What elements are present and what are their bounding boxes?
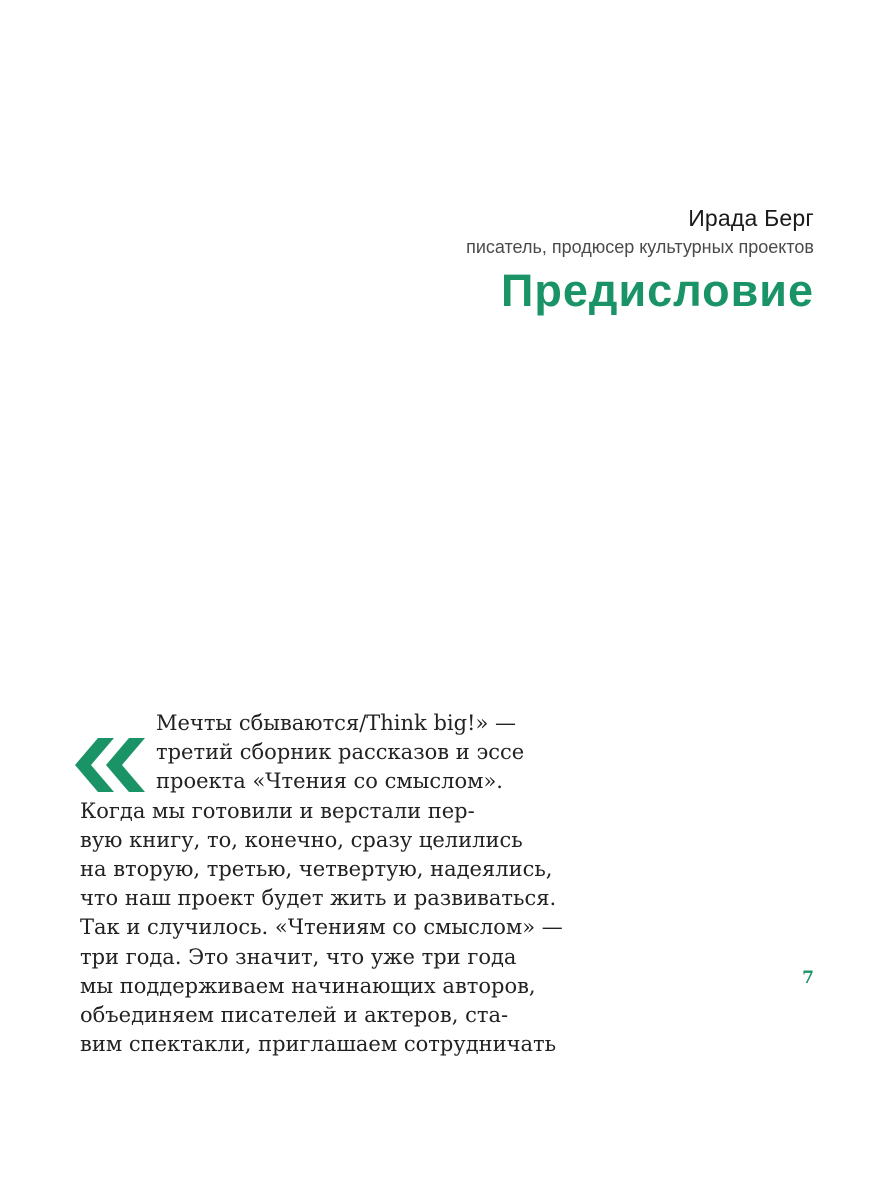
text-line: вую книгу, то, конечно, сразу целились — [80, 827, 523, 852]
text-line: на вторую, третью, четвертую, надеялись, — [80, 857, 553, 882]
body-text — [80, 709, 570, 1059]
author-name: Ирада Берг — [688, 205, 814, 231]
text-line: третий сборник рассказов и эссе — [156, 740, 525, 765]
author-block — [466, 200, 814, 318]
text-line: мы поддерживаем начинающих авторов, — [80, 973, 536, 998]
text-line: объединяем писателей и актеров, ста- — [80, 1003, 509, 1028]
chapter-title: Предисловие — [501, 265, 814, 316]
text-line: Так и случилось. «Чтениям со смыслом» — — [80, 915, 563, 940]
text-line: три года. Это значит, что уже три года — [80, 944, 517, 969]
page-number: 7 — [802, 968, 814, 988]
text-line: Мечты сбываются/Think big!» — — [156, 711, 517, 735]
text-line: вим спектакли, приглашаем сотрудничать — [80, 1032, 557, 1057]
text-line: что наш проект будет жить и развиваться. — [80, 886, 557, 911]
author-role: писатель, продюсер культурных проектов — [466, 237, 814, 257]
text-line: проекта «Чтения со смыслом». — [156, 769, 503, 794]
text-line: Когда мы готовили и верстали пер- — [80, 798, 475, 823]
